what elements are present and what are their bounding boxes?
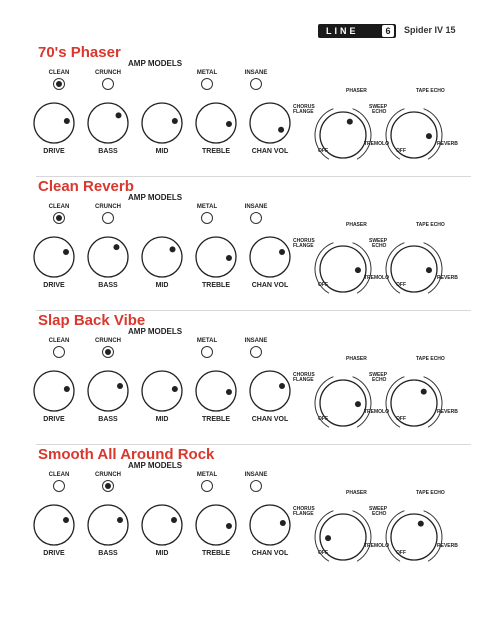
knob-bass[interactable] bbox=[85, 502, 131, 548]
amp-option-label: INSANE bbox=[244, 204, 268, 210]
amp-models-label: AMP MODELS bbox=[128, 327, 183, 336]
preset-title: 70's Phaser bbox=[38, 44, 121, 61]
knob-indicator bbox=[172, 386, 178, 392]
fx-label-phaser: PHASER bbox=[346, 356, 367, 362]
knob-bass[interactable] bbox=[85, 234, 131, 280]
fx-label-off-left: OFF bbox=[318, 416, 328, 422]
knob-label: BASS bbox=[98, 416, 118, 423]
selected-indicator bbox=[105, 349, 111, 355]
knob-treble[interactable] bbox=[193, 368, 239, 414]
fx-knob-indicator bbox=[426, 267, 432, 273]
amp-select-button-crunch[interactable] bbox=[102, 78, 114, 90]
knob-label: MID bbox=[155, 148, 169, 155]
knob-indicator bbox=[171, 517, 177, 523]
fx-label-echo: ECHO bbox=[372, 511, 387, 517]
fx-label-flange: FLANGE bbox=[293, 377, 314, 383]
fx-label-chorus: CHORUS bbox=[293, 372, 315, 378]
fx-knob-indicator bbox=[325, 535, 331, 541]
fx-label-off-left: OFF bbox=[318, 550, 328, 556]
line6-logo bbox=[318, 24, 396, 38]
preset-section bbox=[0, 312, 495, 452]
knob-drive[interactable] bbox=[31, 502, 77, 548]
fx-label-phaser: PHASER bbox=[346, 88, 367, 94]
amp-option-label: CLEAN bbox=[48, 70, 70, 76]
amp-option-label: CRUNCH bbox=[95, 70, 121, 76]
amp-models-label: AMP MODELS bbox=[128, 59, 183, 68]
knob-body bbox=[142, 505, 182, 545]
knob-label: MID bbox=[155, 282, 169, 289]
amp-option-label: CRUNCH bbox=[95, 472, 121, 478]
knob-drive[interactable] bbox=[31, 234, 77, 280]
knob-indicator bbox=[226, 121, 232, 127]
amp-option-label: CRUNCH bbox=[95, 338, 121, 344]
knob-mid[interactable] bbox=[139, 368, 185, 414]
fx-label-chorus: CHORUS bbox=[293, 104, 315, 110]
knob-label: CHAN VOL bbox=[251, 148, 289, 155]
amp-select-button-metal[interactable] bbox=[201, 212, 213, 224]
fx-label-tape-echo: TAPE ECHO bbox=[416, 88, 445, 94]
knob-drive[interactable] bbox=[31, 100, 77, 146]
knob-indicator bbox=[117, 383, 123, 389]
amp-models-label: AMP MODELS bbox=[128, 461, 183, 470]
knob-label: BASS bbox=[98, 550, 118, 557]
knob-indicator bbox=[117, 517, 123, 523]
amp-select-button-insane[interactable] bbox=[250, 212, 262, 224]
fx-label-off-right: OFF bbox=[396, 148, 406, 154]
fx-label-sweep: SWEEP bbox=[369, 506, 388, 512]
fx-controls bbox=[282, 74, 482, 174]
knob-body bbox=[88, 505, 128, 545]
fx-label-off-right: OFF bbox=[396, 416, 406, 422]
fx-label-sweep: SWEEP bbox=[369, 104, 388, 110]
knob-mid[interactable] bbox=[139, 502, 185, 548]
preset-section bbox=[0, 178, 495, 318]
knob-treble[interactable] bbox=[193, 100, 239, 146]
amp-option-label: INSANE bbox=[244, 472, 268, 478]
fx-label-tape-echo: TAPE ECHO bbox=[416, 222, 445, 228]
fx-label-echo: ECHO bbox=[372, 109, 387, 115]
fx-label-reverb: REVERB bbox=[437, 543, 458, 549]
fx-label-off-left: OFF bbox=[318, 282, 328, 288]
amp-models-label: AMP MODELS bbox=[128, 193, 183, 202]
fx-label-sweep: SWEEP bbox=[369, 372, 388, 378]
amp-select-button-metal[interactable] bbox=[201, 480, 213, 492]
knob-body bbox=[34, 237, 74, 277]
fx-label-tape-echo: TAPE ECHO bbox=[416, 490, 445, 496]
fx-label-tape-echo: TAPE ECHO bbox=[416, 356, 445, 362]
fx-label-off-right: OFF bbox=[396, 550, 406, 556]
amp-option-label: CLEAN bbox=[48, 472, 70, 478]
fx-knob-indicator bbox=[421, 389, 427, 395]
knob-label: MID bbox=[155, 550, 169, 557]
fx-label-reverb: REVERB bbox=[437, 409, 458, 415]
fx-label-chorus: CHORUS bbox=[293, 506, 315, 512]
knob-label: DRIVE bbox=[43, 148, 65, 155]
model-name: Spider IV 15 bbox=[404, 25, 456, 35]
selected-indicator bbox=[56, 81, 62, 87]
amp-option-label: CLEAN bbox=[48, 338, 70, 344]
knob-label: CHAN VOL bbox=[251, 282, 289, 289]
knob-indicator bbox=[226, 523, 232, 529]
amp-option-label: METAL bbox=[196, 70, 218, 76]
knob-body bbox=[34, 505, 74, 545]
amp-select-button-crunch[interactable] bbox=[102, 212, 114, 224]
fx-label-phaser: PHASER bbox=[346, 222, 367, 228]
knob-label: BASS bbox=[98, 148, 118, 155]
knob-label: DRIVE bbox=[43, 550, 65, 557]
preset-title: Clean Reverb bbox=[38, 178, 134, 195]
amp-option-label: INSANE bbox=[244, 338, 268, 344]
knob-label: DRIVE bbox=[43, 416, 65, 423]
amp-option-label: METAL bbox=[196, 472, 218, 478]
knob-body bbox=[88, 371, 128, 411]
fx-label-flange: FLANGE bbox=[293, 243, 314, 249]
fx-knob-indicator bbox=[347, 119, 353, 125]
knob-mid[interactable] bbox=[139, 234, 185, 280]
knob-indicator bbox=[116, 112, 122, 118]
amp-option-label: METAL bbox=[196, 338, 218, 344]
knob-indicator bbox=[64, 386, 70, 392]
knob-indicator bbox=[226, 389, 232, 395]
logo-mark: 6 bbox=[382, 25, 394, 37]
fx-label-sweep: SWEEP bbox=[369, 238, 388, 244]
knob-treble[interactable] bbox=[193, 502, 239, 548]
knob-label: BASS bbox=[98, 282, 118, 289]
fx-label-tremolo: TREMOLO bbox=[364, 543, 389, 549]
fx-label-reverb: REVERB bbox=[437, 275, 458, 281]
amp-select-button-crunch[interactable] bbox=[102, 480, 114, 492]
knob-label: TREBLE bbox=[202, 282, 230, 289]
amp-option-label: METAL bbox=[196, 204, 218, 210]
preset-section bbox=[0, 446, 495, 586]
selected-indicator bbox=[56, 215, 62, 221]
fx-knob-indicator bbox=[355, 401, 361, 407]
fx-knob-indicator bbox=[418, 521, 424, 527]
knob-indicator bbox=[63, 249, 69, 255]
fx-controls bbox=[282, 208, 482, 308]
fx-label-chorus: CHORUS bbox=[293, 238, 315, 244]
knob-label: TREBLE bbox=[202, 148, 230, 155]
fx-label-off-left: OFF bbox=[318, 148, 328, 154]
logo-text: LINE bbox=[326, 26, 359, 36]
fx-label-reverb: REVERB bbox=[437, 141, 458, 147]
knob-bass[interactable] bbox=[85, 368, 131, 414]
amp-select-button-metal[interactable] bbox=[201, 78, 213, 90]
knob-label: DRIVE bbox=[43, 282, 65, 289]
fx-label-tremolo: TREMOLO bbox=[364, 141, 389, 147]
fx-controls bbox=[282, 342, 482, 442]
fx-label-flange: FLANGE bbox=[293, 511, 314, 517]
selected-indicator bbox=[105, 483, 111, 489]
amp-select-button-clean[interactable] bbox=[53, 212, 65, 224]
knob-label: TREBLE bbox=[202, 416, 230, 423]
fx-label-off-right: OFF bbox=[396, 282, 406, 288]
knob-indicator bbox=[172, 118, 178, 124]
knob-drive[interactable] bbox=[31, 368, 77, 414]
knob-indicator bbox=[226, 255, 232, 261]
amp-select-button-clean[interactable] bbox=[53, 78, 65, 90]
knob-label: CHAN VOL bbox=[251, 550, 289, 557]
fx-label-phaser: PHASER bbox=[346, 490, 367, 496]
knob-indicator bbox=[113, 244, 119, 250]
fx-label-echo: ECHO bbox=[372, 377, 387, 383]
amp-option-label: INSANE bbox=[244, 70, 268, 76]
amp-select-button-insane[interactable] bbox=[250, 480, 262, 492]
knob-label: MID bbox=[155, 416, 169, 423]
knob-indicator bbox=[63, 517, 69, 523]
fx-label-flange: FLANGE bbox=[293, 109, 314, 115]
knob-label: TREBLE bbox=[202, 550, 230, 557]
fx-knob-indicator bbox=[426, 133, 432, 139]
preset-section bbox=[0, 44, 495, 184]
preset-title: Slap Back Vibe bbox=[38, 312, 146, 329]
knob-indicator bbox=[170, 246, 176, 252]
amp-select-button-crunch[interactable] bbox=[102, 346, 114, 358]
fx-knob-indicator bbox=[355, 267, 361, 273]
knob-mid[interactable] bbox=[139, 100, 185, 146]
amp-option-label: CLEAN bbox=[48, 204, 70, 210]
fx-controls bbox=[282, 476, 482, 576]
fx-label-echo: ECHO bbox=[372, 243, 387, 249]
knob-bass[interactable] bbox=[85, 100, 131, 146]
knob-body bbox=[88, 103, 128, 143]
amp-select-button-clean[interactable] bbox=[53, 346, 65, 358]
page-header bbox=[0, 20, 495, 44]
fx-label-tremolo: TREMOLO bbox=[364, 409, 389, 415]
knob-body bbox=[88, 237, 128, 277]
knob-label: CHAN VOL bbox=[251, 416, 289, 423]
amp-select-button-insane[interactable] bbox=[250, 78, 262, 90]
amp-select-button-metal[interactable] bbox=[201, 346, 213, 358]
knob-body bbox=[142, 237, 182, 277]
amp-select-button-insane[interactable] bbox=[250, 346, 262, 358]
fx-label-tremolo: TREMOLO bbox=[364, 275, 389, 281]
knob-indicator bbox=[64, 118, 70, 124]
amp-option-label: CRUNCH bbox=[95, 204, 121, 210]
amp-select-button-clean[interactable] bbox=[53, 480, 65, 492]
knob-treble[interactable] bbox=[193, 234, 239, 280]
preset-title: Smooth All Around Rock bbox=[38, 446, 215, 463]
